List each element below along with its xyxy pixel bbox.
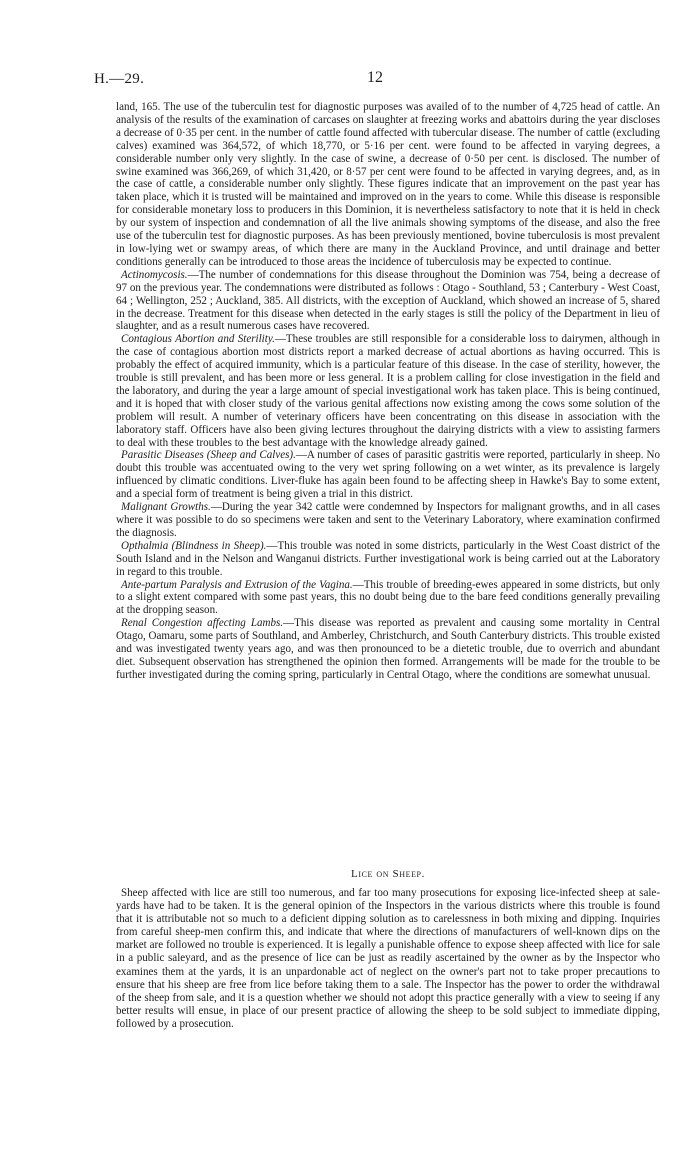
paragraph-parasitic-diseases: Parasitic Diseases (Sheep and Calves).—A number of cases of parasitic gastritis were reported, particularly in sheep. No doubt this trouble was accentuated owing to the very wet spring following on a wet winter, as its prevalence is largely influenced by climatic conditions. Liver-fluke has again been found to be affecting sheep in Hawke's Bay to some extent, and a special form of treatment is being given a trial in this district. <box>116 449 660 501</box>
paragraph-tuberculosis: land, 165. The use of the tuberculin test for diagnostic purposes was availed of to the number of 4,725 head of cattle. An analysis of the results of the examination of carcases on slaughter at freezing works and abattoirs during the year discloses a decrease of 0·35 per cent. in the number of cattle found affected with tubercular disease. The number of cattle (excluding calves) examined was 364,572, of which 18,770, or 5·16 per cent. were found to be affected in varying degrees, a considerable number only very slightly. In the case of swine, a decrease of 0·50 per cent. is disclosed. The number of swine examined was 366,269, of which 31,420, or 8·57 per cent were found to be affected in varying degrees, and, as in the case of cattle, a considerable number only slightly. These figures indicate that an improvement on the past year has taken place, which it is trusted will be maintained and improved on in the years to come. While this disease is responsible for considerable monetary loss to producers in this Dominion, it is nevertheless satisfactory to note that it is held in check by our system of inspection and condemnation of all the live animals showing symptoms of the disease, and also the free use of the tuberculin test for diagnostic purposes. As has been previously mentioned, bovine tuberculosis is most prevalent in low-lying wet or swampy areas, of which there are many in the Auckland Province, and until drainage and better conditions generally can be introduced to those areas the incidence of tuberculosis may be expected to continue. <box>116 101 660 268</box>
paragraph-renal-congestion: Renal Congestion affecting Lambs.—This disease was reported as prevalent and causing some mortality in Central Otago, Oamaru, some parts of Southland, and Amberley, Christchurch, and South Canterbury districts. This trouble existed and was investigated twenty years ago, and was then pronounced to be a dietetic trouble, due to overrich and abundant diet. Subsequent observation has strengthened the opinion then formed. Arrangements will be made for the trouble to be further investigated during the coming spring, particularly in Central Otago, where the conditions are somewhat unusual. <box>116 617 660 681</box>
paragraph-heading: Actinomycosis. <box>121 268 188 281</box>
paragraph-malignant-growths: Malignant Growths.—During the year 342 cattle were condemned by Inspectors for malignant growths, and in all cases where it was possible to do so specimens were taken and sent to the Veterinary Laboratory, where examination confirmed the diagnosis. <box>116 501 660 539</box>
paragraph-heading: Opthalmia (Blindness in Sheep). <box>121 539 267 552</box>
paragraph-ante-partum-paralysis: Ante-partum Paralysis and Extrusion of the Vagina.—This trouble of breeding-ewes appeared in some districts, but only to a slight extent compared with some past years, this no doubt being due to the bare feed conditions generally prevailing at the dropping season. <box>116 578 660 617</box>
paragraph-heading: Contagious Abortion and Sterility. <box>121 333 275 346</box>
paragraph-actinomycosis: Actinomycosis.—The number of condemnations for this disease throughout the Dominion was 754, being a decrease of 97 on the previous year. The condemnations were distributed as follows : Otago - Southland, 53 ; Canterbury - West Coast, 64 ; Wellington, 252 ; Auckland, 385. All districts, with the exception of Auckland, which showed an increase of 5, shared in the decrease. Treatment for this disease when detected in the early stages is still the policy of the Department in lieu of slaughter, and as a result numerous cases have recovered. <box>116 268 660 333</box>
page-series-header: H.—29. <box>94 71 145 87</box>
paragraph-opthalmia: Opthalmia (Blindness in Sheep).—This trouble was noted in some districts, particularly in the West Coast district of the South Island and in the Nelson and Wanganui districts. Further investigational work is being carried out at the Laboratory in regard to this trouble. <box>116 539 660 578</box>
section-heading-lice-on-sheep: Lice on Sheep. <box>351 868 425 880</box>
paragraph-heading: Ante-partum Paralysis and Extrusion of the Vagina. <box>121 578 353 591</box>
paragraph-heading: Renal Congestion affecting Lambs. <box>121 617 284 630</box>
page-number: 12 <box>367 69 383 86</box>
report-body <box>116 101 660 682</box>
paragraph-heading: Malignant Growths. <box>121 501 211 514</box>
paragraph-heading: Parasitic Diseases (Sheep and Calves). <box>121 449 296 462</box>
paragraph-lice-on-sheep: Sheep affected with lice are still too numerous, and far too many prosecutions for exposing lice-infected sheep at sale-yards have had to be taken. It is the general opinion of the Inspectors in the various districts where this trouble is found that it is attributable not so much to a deficient dipping solution as to carelessness in both mixing and dipping. Inquiries from careful sheep-men confirm this, and indicate that where the directions of manufacturers of well-known dips on the market are followed no trouble is experienced. It is legally a punishable offence to expose sheep affected with lice for sale in a public saleyard, and as the presence of lice can be just as readily ascertained by the owner as by the Inspector who examines them at the yards, it is an unpardonable act of neglect on the owner's part not to take proper precautions to ensure that his sheep are free from lice before taking them to a sale. The Inspector has the power to order the withdrawal of the sheep from sale, and it is a question whether we should not adopt this practice generally with a view to seeing if any better results will ensue, in place of our present practice of allowing the sheep to be sold subject to immediate dipping, followed by a prosecution. <box>116 887 660 1030</box>
paragraph-contagious-abortion: Contagious Abortion and Sterility.—These troubles are still responsible for a considerable loss to dairymen, although in the case of contagious abortion most districts report a marked decrease of actual abortions as having occurred. This is probably the effect of acquired immunity, which is a particular feature of this disease. In the case of sterility, however, the trouble is still prevalent, and has been more or less general. It is a problem calling for close investigation in the field and the laboratory, and during the year a large amount of special investigational work has taken place. This is being continued, and it is hoped that with closer study of the various genital affections now existing among the cows some solution of the problem will result. A number of veterinary officers have been concentrating on this disease in association with the laboratory staff. Officers have also been giving lectures throughout the dairying districts with a view to assisting farmers to deal with these troubles to the best advantage with the knowledge already gained. <box>116 333 660 449</box>
